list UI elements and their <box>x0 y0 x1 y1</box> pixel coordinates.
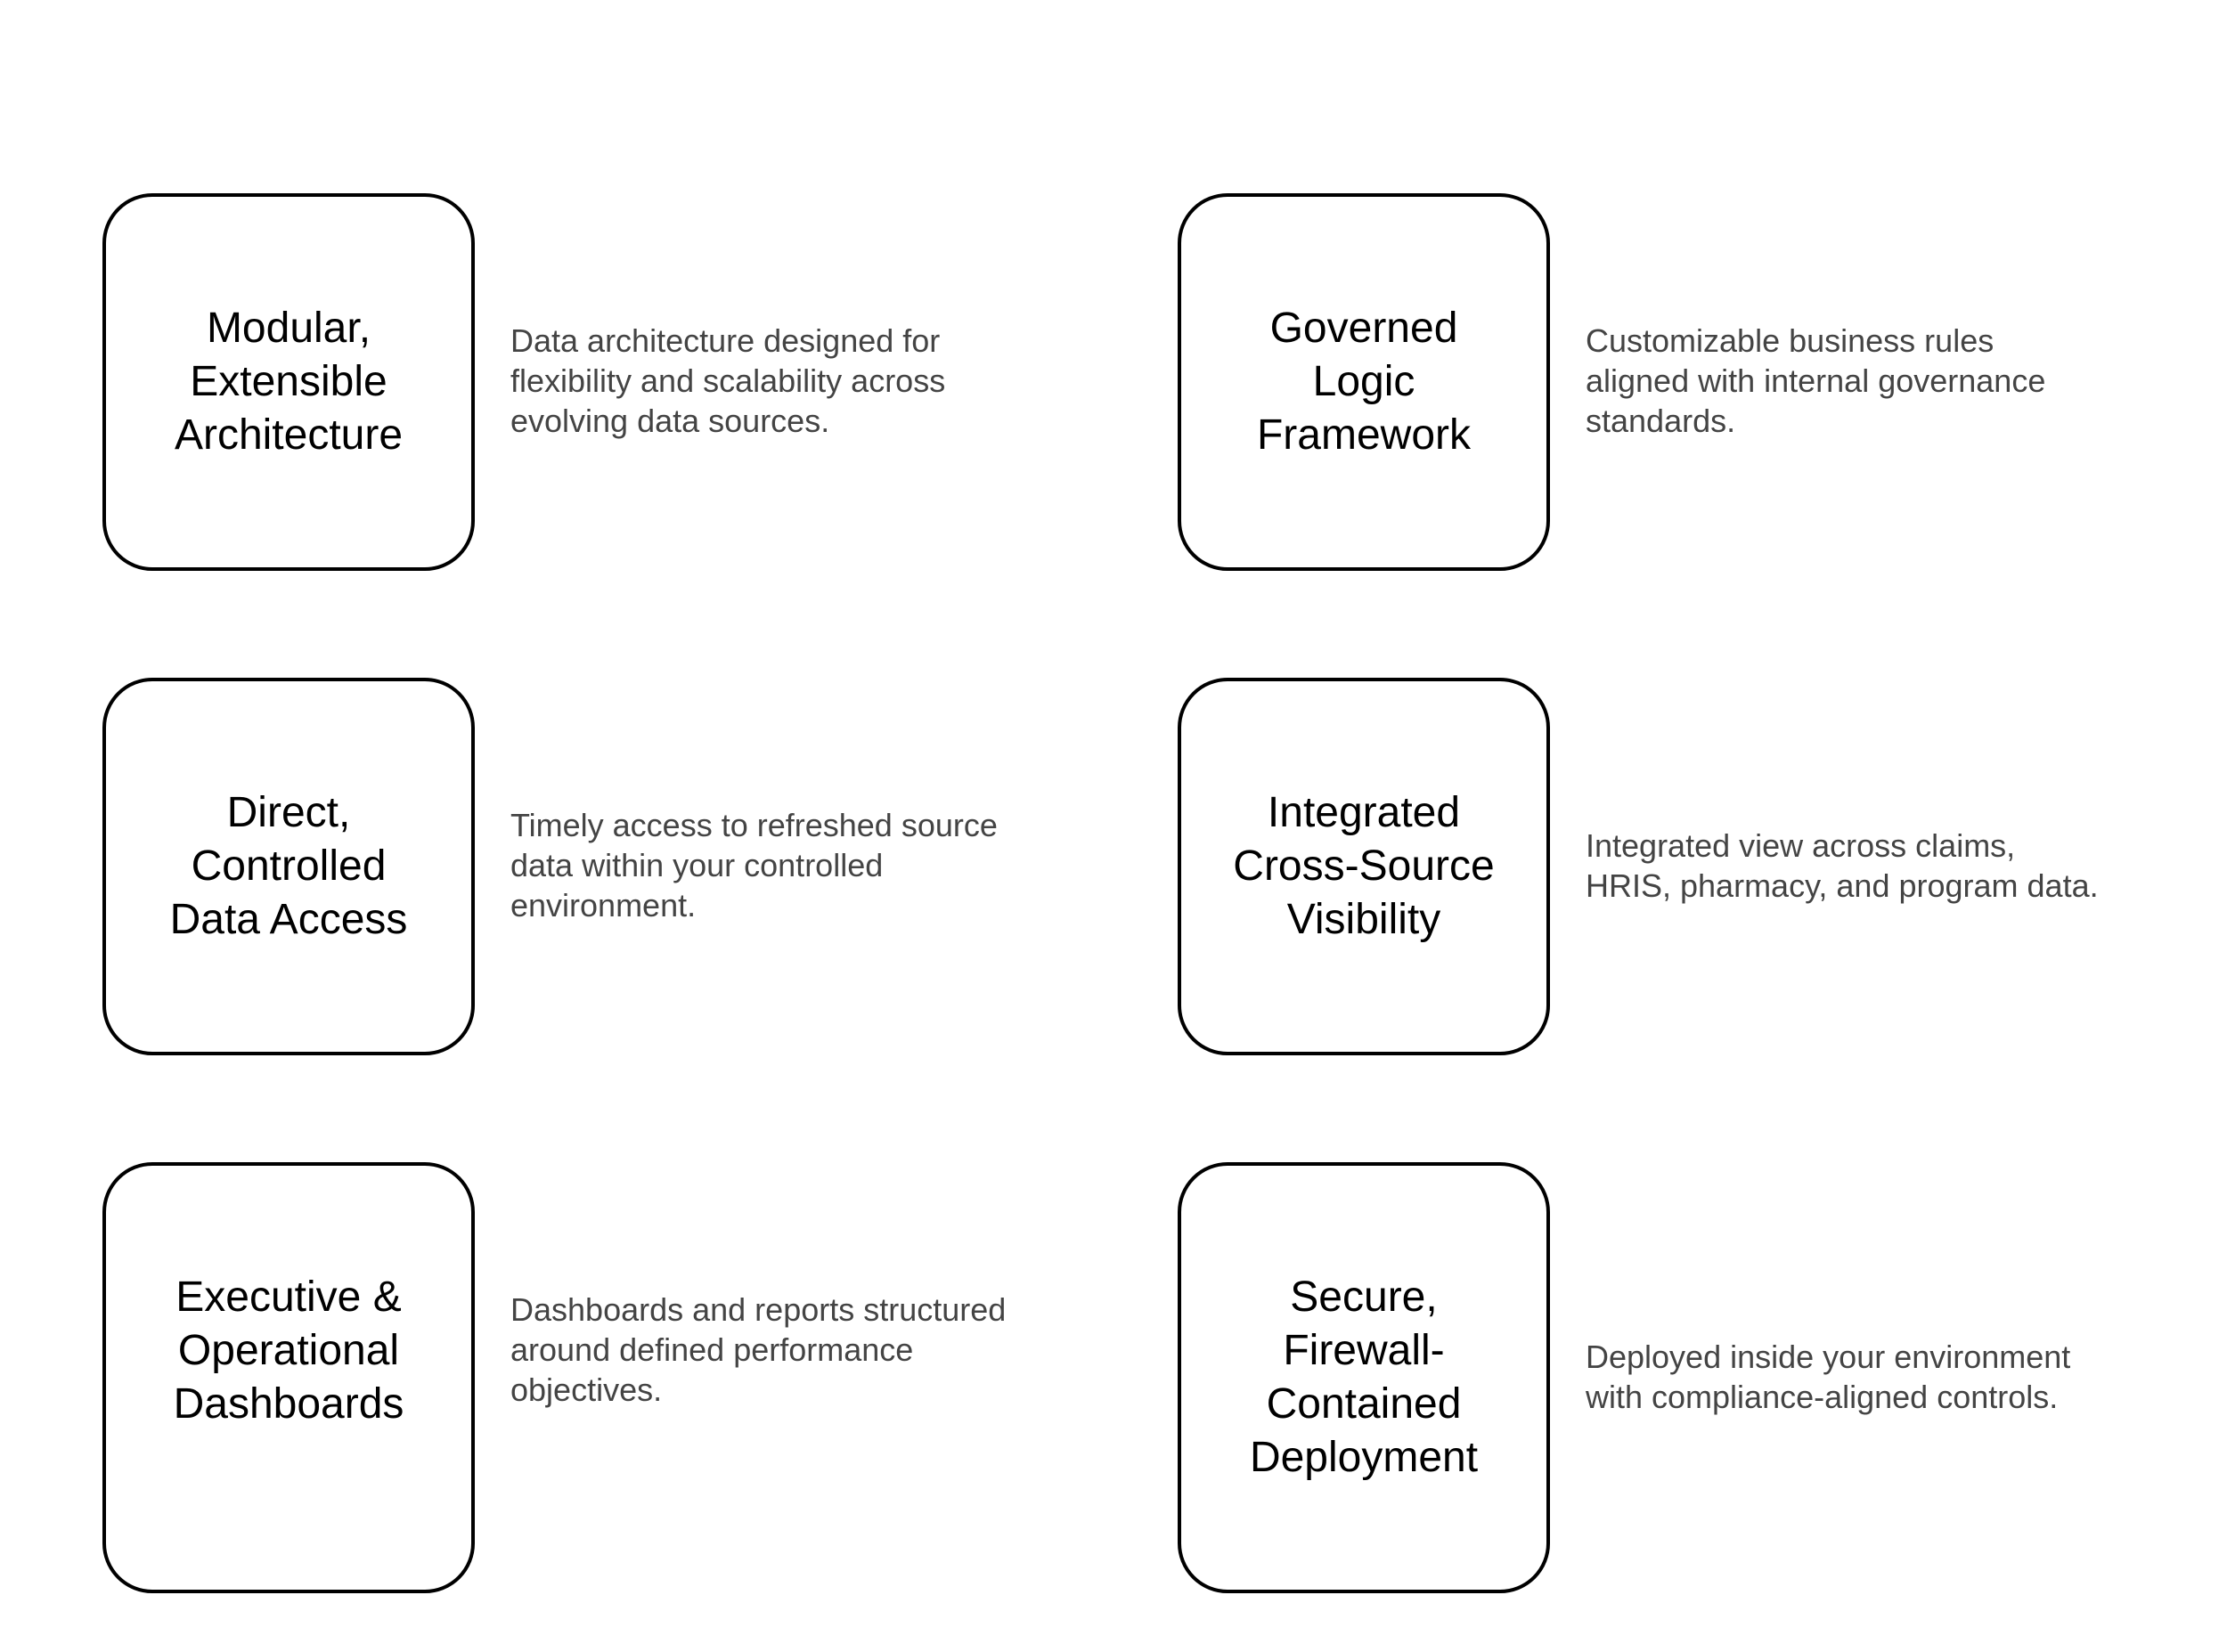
feature-description-line: Integrated view across claims, <box>1586 827 2016 864</box>
feature-title <box>1228 1271 1499 1485</box>
feature-title-line: Logic <box>1312 358 1415 405</box>
feature-title-line: Framework <box>1256 411 1472 459</box>
feature-title-line: Deployment <box>1249 1434 1479 1481</box>
feature-description-line: environment. <box>510 887 697 924</box>
feature-description-line: flexibility and scalability across <box>510 362 946 399</box>
feature-description-line: aligned with internal governance <box>1586 362 2046 399</box>
feature-box <box>102 193 475 571</box>
feature-box <box>1178 678 1550 1055</box>
feature-title <box>1236 302 1492 462</box>
feature-description-line: Deployed inside your environment <box>1586 1339 2071 1375</box>
feature-description <box>1586 321 2227 441</box>
feature-description-line: Dashboards and reports structured <box>510 1291 1007 1328</box>
feature-title <box>1211 786 1515 947</box>
feature-description <box>510 1290 1170 1410</box>
feature-title-line: Extensible <box>190 358 387 405</box>
feature-description-line: Timely access to refreshed source <box>510 807 998 843</box>
feature-title <box>149 786 429 947</box>
feature-description <box>510 805 1170 925</box>
feature-box <box>1178 1162 1550 1593</box>
feature-title-line: Executive & <box>175 1274 402 1321</box>
feature-title-line: Direct, <box>226 789 351 836</box>
feature-box <box>1178 193 1550 571</box>
feature-box <box>102 1162 475 1593</box>
feature-title-line: Firewall- <box>1283 1327 1445 1374</box>
feature-box <box>102 678 475 1055</box>
feature-title-line: Visibility <box>1286 896 1441 943</box>
feature-description-line: standards. <box>1586 403 1736 439</box>
feature-description-line: data within your controlled <box>510 847 884 883</box>
feature-title-line: Data Access <box>169 896 408 943</box>
feature-description-line: Customizable business rules <box>1586 322 1995 359</box>
feature-description-line: evolving data sources. <box>510 403 830 439</box>
feature-description-line: objectives. <box>510 1371 663 1408</box>
feature-description-line: Data architecture designed for <box>510 322 941 359</box>
feature-title <box>152 1271 426 1431</box>
feature-title-line: Contained <box>1266 1380 1462 1428</box>
feature-title-line: Dashboards <box>173 1380 404 1428</box>
feature-title-line: Controlled <box>191 842 387 890</box>
feature-title-line: Operational <box>177 1327 400 1374</box>
feature-title-line: Secure, <box>1290 1274 1438 1321</box>
feature-description <box>1586 826 2227 906</box>
feature-title-line: Integrated <box>1267 789 1461 836</box>
feature-title-line: Governed <box>1269 305 1458 352</box>
feature-title-line: Architecture <box>174 411 404 459</box>
feature-title-line: Cross-Source <box>1233 842 1495 890</box>
feature-description-line: around defined performance <box>510 1331 914 1368</box>
feature-description-line: with compliance-aligned controls. <box>1586 1379 2059 1415</box>
feature-title-line: Modular, <box>206 305 371 352</box>
feature-description-line: HRIS, pharmacy, and program data. <box>1586 867 2099 904</box>
feature-title <box>153 302 424 462</box>
feature-description <box>1586 1337 2227 1417</box>
feature-description <box>510 321 1170 441</box>
